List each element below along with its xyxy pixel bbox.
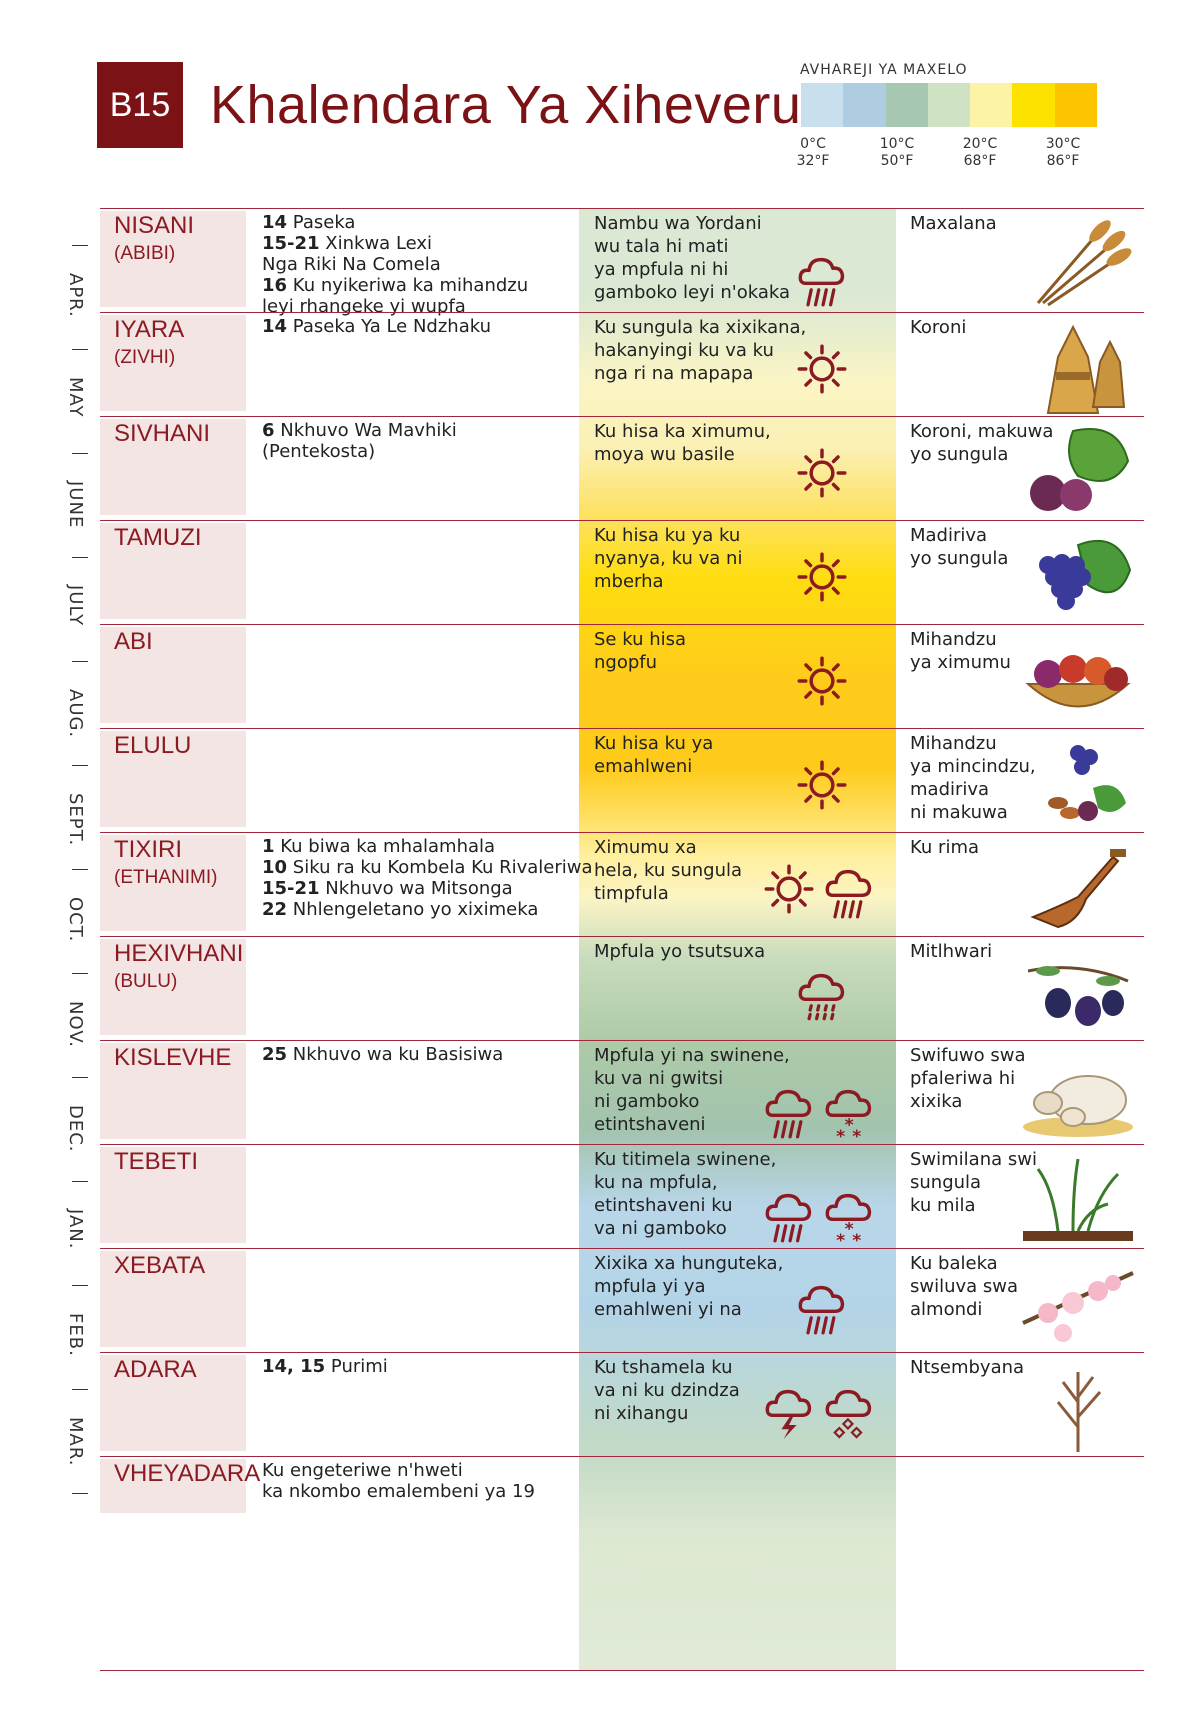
festival-text: Paseka Ya Le Ndzhaku bbox=[287, 316, 492, 337]
climate-line: moya wu basile bbox=[594, 444, 735, 465]
sheep-illustration bbox=[1018, 1045, 1138, 1147]
festival-date: 22 bbox=[262, 899, 288, 920]
festival-line bbox=[262, 899, 593, 920]
month-alt-name: (ETHANIMI) bbox=[114, 867, 218, 888]
month-divider-tick bbox=[72, 869, 88, 870]
climate-line: Mpfula yo tsutsuxa bbox=[594, 941, 766, 962]
climate-line: etintshaveni bbox=[594, 1114, 706, 1135]
festival-text: Ku engeteriwe n'hweti bbox=[262, 1460, 463, 1481]
sun-icon bbox=[796, 655, 848, 711]
agriculture-line: Koroni, makuwa bbox=[910, 421, 1054, 442]
climate-line: ni xihangu bbox=[594, 1403, 689, 1424]
month-name: TEBETI bbox=[114, 1148, 199, 1175]
rain-cloud-icon bbox=[823, 863, 875, 923]
temperature-color-scale bbox=[801, 83, 1097, 127]
month-divider-tick bbox=[72, 1077, 88, 1078]
climate-line: Ku hisa ka ximumu, bbox=[594, 421, 771, 442]
almond-blossom-illustration bbox=[1018, 1253, 1138, 1355]
agriculture-line: ya mincindzu, bbox=[910, 756, 1036, 777]
festival-text: leyi rhangeke yi wupfa bbox=[262, 296, 466, 317]
month-divider-tick bbox=[72, 1493, 88, 1494]
climate-line: wu tala hi mati bbox=[594, 236, 729, 257]
agriculture-text bbox=[910, 212, 997, 235]
festival-line bbox=[262, 316, 491, 337]
agriculture-line: ya ximumu bbox=[910, 652, 1011, 673]
month-alt-name: (BULU) bbox=[114, 971, 178, 992]
month-name: XEBATA bbox=[114, 1252, 206, 1279]
climate-line: gamboko leyi n'okaka bbox=[594, 282, 791, 303]
festival-line bbox=[262, 1044, 503, 1065]
month-divider-tick bbox=[72, 1285, 88, 1286]
climate-line: Nambu wa Yordani bbox=[594, 213, 762, 234]
agriculture-line: Madiriva bbox=[910, 525, 988, 546]
flax-illustration bbox=[1018, 1357, 1138, 1459]
month-name: ABI bbox=[114, 628, 153, 655]
climate-line: hakanyingi ku va ku bbox=[594, 340, 774, 361]
agriculture-text bbox=[910, 1044, 1025, 1113]
climate-line: timpfula bbox=[594, 883, 669, 904]
storm-cloud-icon bbox=[763, 1383, 815, 1443]
agriculture-line: Ku rima bbox=[910, 837, 980, 858]
festival-text: Paseka bbox=[287, 212, 356, 233]
scale-swatch bbox=[1012, 83, 1054, 127]
agriculture-text bbox=[910, 524, 1008, 570]
climate-line: ku na mpfula, bbox=[594, 1172, 718, 1193]
climate-text bbox=[594, 836, 742, 905]
festival-date: 1 bbox=[262, 836, 275, 857]
climate-line: mberha bbox=[594, 571, 664, 592]
drizzle-cloud-icon bbox=[796, 967, 848, 1027]
climate-line: Se ku hisa bbox=[594, 629, 687, 650]
tick-celsius: 10°C bbox=[879, 136, 915, 152]
festival-date: 10 bbox=[262, 857, 288, 878]
month-divider-tick bbox=[72, 661, 88, 662]
festival-line bbox=[262, 212, 528, 233]
month-alt-name: (ZIVHI) bbox=[114, 347, 176, 368]
month-divider-tick bbox=[72, 1181, 88, 1182]
month-row bbox=[100, 832, 1144, 937]
agriculture-line: xixika bbox=[910, 1091, 963, 1112]
dates-grapes-illustration bbox=[1018, 733, 1138, 835]
hail-cloud-icon bbox=[823, 1383, 875, 1443]
festival-text: Nhlengeletano yo xiximeka bbox=[287, 899, 539, 920]
month-row bbox=[100, 1040, 1144, 1145]
climate-text bbox=[594, 212, 790, 304]
month-name: TAMUZI bbox=[114, 524, 202, 551]
gregorian-month-label: MAY bbox=[65, 377, 86, 418]
gregorian-month-label: FEB. bbox=[65, 1313, 86, 1357]
festival-date: 15-21 bbox=[262, 878, 320, 899]
climate-line: mpfula yi ya bbox=[594, 1276, 706, 1297]
plow-illustration bbox=[1018, 837, 1138, 939]
svg-text:*: * bbox=[852, 1231, 862, 1243]
agriculture-text bbox=[910, 1252, 1018, 1321]
festival-text: Ku nyikeriwa ka mihandzu bbox=[287, 275, 529, 296]
climate-text bbox=[594, 420, 771, 466]
month-row bbox=[100, 312, 1144, 417]
festival-line bbox=[262, 836, 593, 857]
agriculture-line: Ku baleka bbox=[910, 1253, 998, 1274]
table-bottom-rule bbox=[100, 1670, 1144, 1671]
climate-line: ya mpfula ni hi bbox=[594, 259, 729, 280]
month-name: HEXIVHANI bbox=[114, 940, 244, 967]
festival-line bbox=[262, 233, 528, 254]
snow-cloud-icon bbox=[823, 1187, 875, 1247]
tick-fahrenheit: 68°F bbox=[963, 153, 997, 169]
festival-list bbox=[262, 316, 491, 337]
climate-line: va ni ku dzindza bbox=[594, 1380, 740, 1401]
agriculture-line: Mitlhwari bbox=[910, 941, 993, 962]
tick-celsius: 0°C bbox=[800, 136, 826, 152]
svg-text:*: * bbox=[836, 1231, 846, 1243]
wheat-sheaf-illustration bbox=[1018, 317, 1138, 419]
climate-text bbox=[594, 1252, 783, 1321]
festival-text: Xinkwa Lexi bbox=[319, 233, 433, 254]
olives-illustration bbox=[1018, 941, 1138, 1043]
month-divider-tick bbox=[72, 557, 88, 558]
festival-line bbox=[262, 1356, 388, 1377]
agriculture-line: almondi bbox=[910, 1299, 983, 1320]
agriculture-text bbox=[910, 628, 1011, 674]
festival-list bbox=[262, 1356, 388, 1377]
gregorian-month-label: OCT. bbox=[65, 897, 86, 943]
agriculture-text bbox=[910, 836, 979, 859]
scale-swatch bbox=[843, 83, 885, 127]
gregorian-month-label: JULY bbox=[65, 585, 86, 627]
festival-text: Nkhuvo wa Mitsonga bbox=[319, 878, 513, 899]
gregorian-month-label: NOV. bbox=[65, 1001, 86, 1049]
sun-icon bbox=[796, 343, 848, 399]
page-title: Khalendara Ya Xiheveru bbox=[210, 75, 802, 135]
tick-celsius: 20°C bbox=[962, 136, 998, 152]
agriculture-line: Swifuwo swa bbox=[910, 1045, 1026, 1066]
agriculture-line: pfaleriwa hi bbox=[910, 1068, 1016, 1089]
month-row bbox=[100, 624, 1144, 729]
climate-line: Ku hisa ku ya bbox=[594, 733, 714, 754]
agriculture-text bbox=[910, 316, 966, 339]
climate-line: Ku sungula ka xixikana, bbox=[594, 317, 807, 338]
festival-line bbox=[262, 275, 528, 296]
festival-date: 25 bbox=[262, 1044, 288, 1065]
rain-cloud-icon bbox=[796, 251, 848, 311]
sun-icon bbox=[796, 551, 848, 607]
climate-line: nga ri na mapapa bbox=[594, 363, 754, 384]
fruit-basket-illustration bbox=[1018, 629, 1138, 731]
gregorian-month-label: JAN. bbox=[65, 1209, 86, 1250]
agriculture-text bbox=[910, 940, 992, 963]
agriculture-line: Koroni bbox=[910, 317, 967, 338]
agriculture-line: madiriva bbox=[910, 779, 990, 800]
climate-text bbox=[594, 940, 765, 963]
month-name: NISANI bbox=[114, 212, 195, 239]
climate-line: etintshaveni ku bbox=[594, 1195, 733, 1216]
rain-cloud-icon bbox=[796, 1279, 848, 1339]
month-name: ADARA bbox=[114, 1356, 197, 1383]
sprouts-illustration bbox=[1018, 1149, 1138, 1251]
climate-line: Ku hisa ku ya ku bbox=[594, 525, 741, 546]
month-name: ELULU bbox=[114, 732, 192, 759]
month-divider-tick bbox=[72, 349, 88, 350]
tick-fahrenheit: 50°F bbox=[880, 153, 914, 169]
tick-fahrenheit: 86°F bbox=[1046, 153, 1080, 169]
festival-line bbox=[262, 1481, 535, 1502]
climate-text bbox=[594, 1148, 776, 1240]
climate-line: nyanya, ku va ni bbox=[594, 548, 743, 569]
agriculture-line: swiluva swa bbox=[910, 1276, 1019, 1297]
climate-line: emahlweni yi na bbox=[594, 1299, 742, 1320]
month-name: KISLEVHE bbox=[114, 1044, 232, 1071]
scale-swatch bbox=[970, 83, 1012, 127]
festival-line bbox=[262, 857, 593, 878]
month-name: VHEYADARA bbox=[114, 1460, 261, 1487]
climate-text bbox=[594, 628, 686, 674]
svg-text:*: * bbox=[844, 1115, 854, 1136]
festival-text: Nkhuvo Wa Mavhiki bbox=[274, 420, 457, 441]
grapes-illustration bbox=[1018, 525, 1138, 627]
snow-cloud-icon bbox=[823, 1083, 875, 1143]
festival-date: 16 bbox=[262, 275, 288, 296]
scale-swatch bbox=[801, 83, 843, 127]
festival-line bbox=[262, 420, 457, 441]
sun-icon bbox=[763, 863, 815, 919]
month-name: TIXIRI bbox=[114, 836, 183, 863]
festival-date: 14 bbox=[262, 212, 288, 233]
month-alt-name: (ABIBI) bbox=[114, 243, 176, 264]
month-name: IYARA bbox=[114, 316, 185, 343]
agriculture-line: Maxalana bbox=[910, 213, 997, 234]
climate-line: Ximumu xa bbox=[594, 837, 697, 858]
climate-text bbox=[594, 732, 713, 778]
scale-tick-label bbox=[867, 136, 927, 170]
climate-text bbox=[594, 316, 806, 385]
festival-date: 15-21 bbox=[262, 233, 320, 254]
temperature-scale-label: AVHAREJI YA MAXELO bbox=[800, 62, 968, 78]
climate-line: Xixika xa hunguteka, bbox=[594, 1253, 784, 1274]
festival-line bbox=[262, 254, 528, 275]
festival-text: (Pentekosta) bbox=[262, 441, 376, 462]
climate-line: ku va ni gwitsi bbox=[594, 1068, 724, 1089]
month-divider-tick bbox=[72, 973, 88, 974]
agriculture-line: Ntsembyana bbox=[910, 1357, 1025, 1378]
gregorian-month-label: MAR. bbox=[65, 1417, 86, 1467]
agriculture-line: Swimilana swi bbox=[910, 1149, 1037, 1170]
month-row bbox=[100, 208, 1144, 317]
month-name: SIVHANI bbox=[114, 420, 211, 447]
month-row bbox=[100, 728, 1144, 833]
festival-text: ka nkombo emalembeni ya 19 bbox=[262, 1481, 535, 1502]
festival-list bbox=[262, 420, 457, 462]
agriculture-line: sungula bbox=[910, 1172, 982, 1193]
festival-line bbox=[262, 441, 457, 462]
festival-date: 6 bbox=[262, 420, 275, 441]
agriculture-line: ni makuwa bbox=[910, 802, 1008, 823]
climate-line: va ni gamboko bbox=[594, 1218, 727, 1239]
figs-illustration bbox=[1018, 421, 1138, 523]
climate-line: ngopfu bbox=[594, 652, 658, 673]
festival-date: 14, 15 bbox=[262, 1356, 326, 1377]
festival-date: 14 bbox=[262, 316, 288, 337]
agriculture-text bbox=[910, 1356, 1024, 1379]
tick-fahrenheit: 32°F bbox=[796, 153, 830, 169]
climate-text bbox=[594, 1356, 740, 1425]
month-row bbox=[100, 416, 1144, 521]
festival-list bbox=[262, 836, 593, 920]
festival-text: Nga Riki Na Comela bbox=[262, 254, 441, 275]
scale-tick-label bbox=[1033, 136, 1093, 170]
festival-line bbox=[262, 878, 593, 899]
barley-illustration bbox=[1018, 213, 1138, 315]
scale-swatch bbox=[1055, 83, 1097, 127]
sun-icon bbox=[796, 759, 848, 815]
month-row bbox=[100, 520, 1144, 625]
month-row bbox=[100, 1352, 1144, 1457]
climate-line: ni gamboko bbox=[594, 1091, 700, 1112]
climate-text bbox=[594, 524, 742, 593]
month-row bbox=[100, 1144, 1144, 1249]
climate-line: hela, ku sungula bbox=[594, 860, 743, 881]
festival-text: Siku ra ku Kombela Ku Rivaleriwa bbox=[287, 857, 593, 878]
gregorian-month-label: DEC. bbox=[65, 1105, 86, 1153]
month-row bbox=[100, 936, 1144, 1041]
rain-cloud-icon bbox=[763, 1083, 815, 1143]
climate-text bbox=[594, 1044, 790, 1136]
month-divider-tick bbox=[72, 453, 88, 454]
festival-list bbox=[262, 212, 528, 317]
svg-text:*: * bbox=[836, 1127, 846, 1139]
climate-line: Ku titimela swinene, bbox=[594, 1149, 777, 1170]
gregorian-month-label: AUG. bbox=[65, 689, 86, 739]
sun-icon bbox=[796, 447, 848, 503]
month-row bbox=[100, 1248, 1144, 1353]
section-tag: B15 bbox=[97, 62, 183, 148]
gregorian-month-label: JUNE bbox=[65, 481, 86, 529]
gregorian-month-axis bbox=[60, 265, 100, 1685]
tick-celsius: 30°C bbox=[1045, 136, 1081, 152]
festival-text: Ku biwa ka mhalamhala bbox=[274, 836, 496, 857]
scale-tick-label bbox=[950, 136, 1010, 170]
gregorian-month-label: SEPT. bbox=[65, 793, 86, 847]
festival-text: Nkhuvo wa ku Basisiwa bbox=[287, 1044, 504, 1065]
scale-swatch bbox=[886, 83, 928, 127]
svg-text:*: * bbox=[844, 1219, 854, 1240]
agriculture-line: Mihandzu bbox=[910, 733, 997, 754]
festival-text: Purimi bbox=[325, 1356, 388, 1377]
month-row bbox=[100, 1456, 1144, 1519]
month-divider-tick bbox=[72, 765, 88, 766]
climate-line: emahlweni bbox=[594, 756, 693, 777]
agriculture-line: Mihandzu bbox=[910, 629, 997, 650]
festival-list bbox=[262, 1044, 503, 1065]
month-divider-tick bbox=[72, 245, 88, 246]
agriculture-text bbox=[910, 732, 1036, 824]
rain-cloud-icon bbox=[763, 1187, 815, 1247]
agriculture-line: yo sungula bbox=[910, 548, 1009, 569]
svg-text:*: * bbox=[852, 1127, 862, 1139]
agriculture-line: ku mila bbox=[910, 1195, 976, 1216]
agriculture-line: yo sungula bbox=[910, 444, 1009, 465]
scale-tick-label bbox=[783, 136, 843, 170]
climate-line: Ku tshamela ku bbox=[594, 1357, 733, 1378]
scale-swatch bbox=[928, 83, 970, 127]
month-divider-tick bbox=[72, 1389, 88, 1390]
climate-line: Mpfula yi na swinene, bbox=[594, 1045, 790, 1066]
festival-list bbox=[262, 1460, 535, 1502]
gregorian-month-label: APR. bbox=[65, 273, 86, 318]
festival-line bbox=[262, 1460, 535, 1481]
